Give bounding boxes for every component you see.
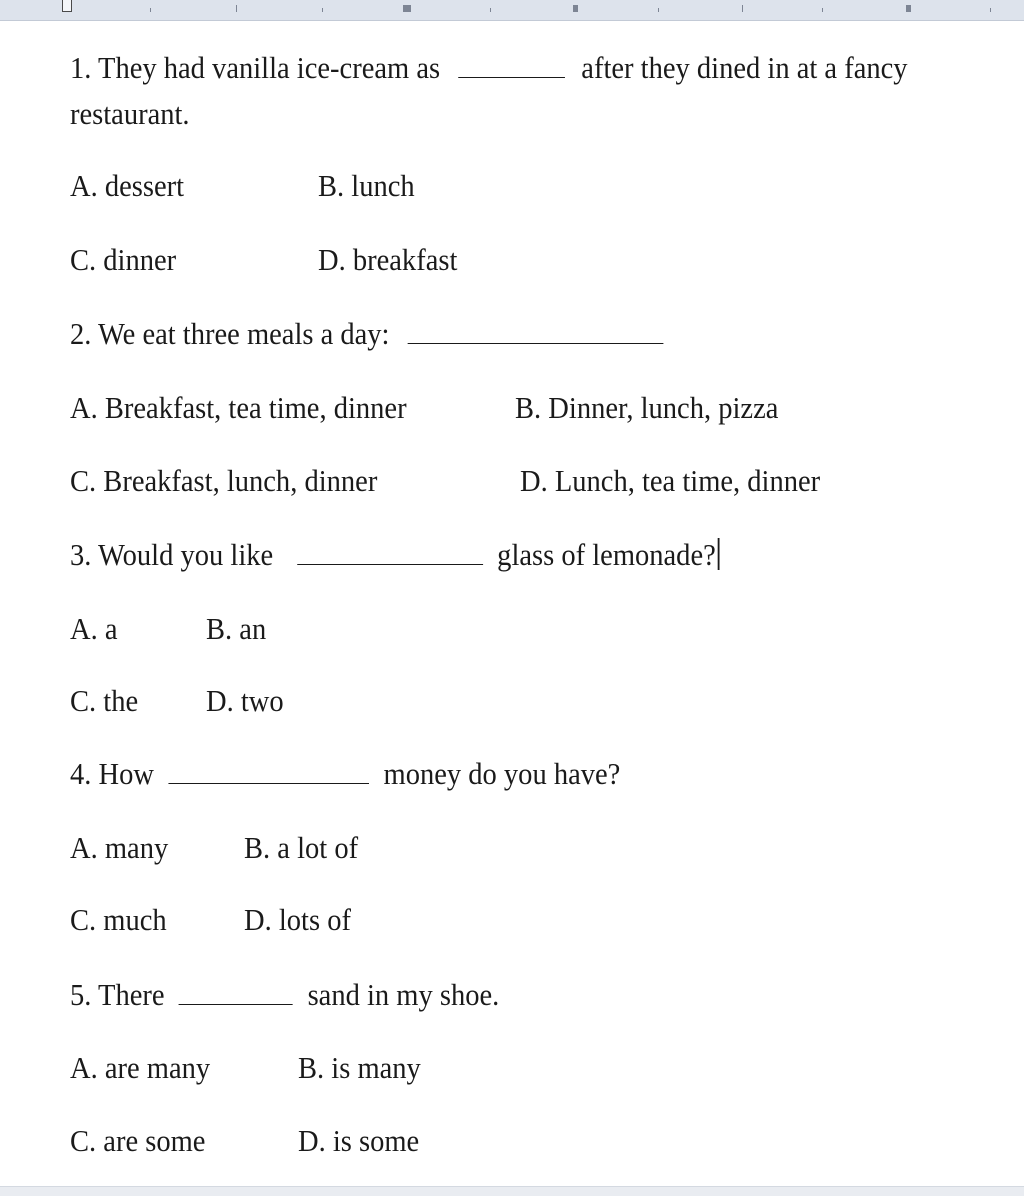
- option-letter: B.: [206, 611, 233, 646]
- question-1-continuation: restaurant.: [70, 96, 190, 131]
- question-3-stem: [70, 537, 719, 573]
- option-letter: C.: [70, 463, 97, 498]
- ruler-tick: [822, 8, 823, 12]
- ruler-tick: [236, 5, 237, 12]
- question-4-blank: [168, 783, 369, 784]
- question-2-option-d: [520, 463, 820, 499]
- option-text: are many: [104, 1050, 211, 1085]
- question-5-option-d: [298, 1123, 419, 1159]
- indent-marker-icon[interactable]: [62, 0, 72, 12]
- option-letter: D.: [244, 902, 272, 937]
- option-text: dinner: [103, 242, 177, 277]
- question-1-option-c: [70, 242, 176, 278]
- question-1-blank: [458, 77, 565, 78]
- question-1-text-before: They had vanilla ice-cream as: [98, 50, 441, 85]
- question-3-option-d: [206, 683, 284, 719]
- question-5-text-before: There: [98, 977, 165, 1012]
- option-text: breakfast: [352, 242, 458, 277]
- question-4-option-a: [70, 830, 168, 866]
- question-5-text-after: sand in my shoe.: [307, 977, 500, 1012]
- option-letter: B.: [298, 1050, 325, 1085]
- option-text: the: [103, 683, 139, 718]
- question-3-option-b: [206, 611, 266, 647]
- option-letter: A.: [70, 1050, 98, 1085]
- question-4-text-after: money do you have?: [383, 756, 621, 791]
- ruler-tick: [742, 5, 743, 12]
- question-1-text-after: after they dined in at a fancy: [581, 50, 908, 85]
- option-text: Breakfast, lunch, dinner: [103, 463, 378, 498]
- question-3-text-after: glass of lemonade?: [497, 537, 716, 572]
- option-letter: D.: [298, 1123, 326, 1158]
- option-text: an: [239, 611, 267, 646]
- question-4-option-d: [244, 902, 351, 938]
- question-2-option-a: [70, 390, 407, 426]
- option-text: lunch: [351, 168, 415, 203]
- option-letter: A.: [70, 611, 98, 646]
- option-letter: C.: [70, 902, 97, 937]
- option-text: Dinner, lunch, pizza: [548, 390, 779, 425]
- option-text: a lot of: [277, 830, 359, 865]
- question-3-blank: [297, 564, 483, 565]
- option-letter: C.: [70, 683, 97, 718]
- option-text: is many: [331, 1050, 421, 1085]
- question-4-number: 4.: [70, 756, 92, 791]
- option-letter: C.: [70, 1123, 97, 1158]
- question-5-number: 5.: [70, 977, 92, 1012]
- question-4-option-c: [70, 902, 167, 938]
- question-2-option-b: [515, 390, 778, 426]
- option-letter: A.: [70, 830, 98, 865]
- option-letter: A.: [70, 390, 98, 425]
- ruler-tick: [150, 8, 151, 12]
- question-1-number: 1.: [70, 50, 92, 85]
- option-letter: B.: [244, 830, 271, 865]
- question-2-stem: [70, 316, 663, 352]
- ruler-tick: [322, 8, 323, 12]
- question-5-option-b: [298, 1050, 421, 1086]
- question-4-text-before: How: [98, 756, 154, 791]
- option-letter: D.: [520, 463, 548, 498]
- option-text: are some: [103, 1123, 206, 1158]
- question-2-number: 2.: [70, 316, 92, 351]
- ruler-tick: [906, 5, 911, 12]
- question-2-blank: [408, 343, 664, 344]
- question-3-number: 3.: [70, 537, 92, 572]
- option-text: lots of: [278, 902, 351, 937]
- ruler-tick: [490, 8, 491, 12]
- ruler[interactable]: [0, 0, 1024, 21]
- option-text: many: [104, 830, 169, 865]
- question-3-option-c: [70, 683, 138, 719]
- question-2-option-c: [70, 463, 377, 499]
- question-3-text-before: Would you like: [98, 537, 274, 572]
- question-1-stem: [70, 50, 908, 86]
- option-text: is some: [332, 1123, 420, 1158]
- question-1-option-b: [318, 168, 415, 204]
- ruler-tick: [573, 5, 578, 12]
- option-text: two: [240, 683, 284, 718]
- ruler-tick: [658, 8, 659, 12]
- option-text: Lunch, tea time, dinner: [554, 463, 821, 498]
- question-5-blank: [179, 1004, 293, 1005]
- option-text: much: [103, 902, 167, 937]
- question-4-option-b: [244, 830, 358, 866]
- question-3-option-a: [70, 611, 118, 647]
- ruler-tick: [990, 8, 991, 12]
- question-5-option-a: [70, 1050, 210, 1086]
- question-2-text-before: We eat three meals a day:: [98, 316, 390, 351]
- option-letter: D.: [206, 683, 234, 718]
- option-letter: D.: [318, 242, 346, 277]
- option-letter: B.: [318, 168, 345, 203]
- option-text: dessert: [104, 168, 185, 203]
- question-5-option-c: [70, 1123, 205, 1159]
- question-4-stem: [70, 756, 620, 792]
- option-text: Breakfast, tea time, dinner: [104, 390, 407, 425]
- ruler-tick: [403, 5, 411, 12]
- option-text: a: [104, 611, 118, 646]
- option-letter: A.: [70, 168, 98, 203]
- question-1-option-a: [70, 168, 184, 204]
- text-cursor: [718, 538, 720, 570]
- option-letter: C.: [70, 242, 97, 277]
- question-1-option-d: [318, 242, 457, 278]
- question-5-stem: [70, 977, 499, 1013]
- option-letter: B.: [515, 390, 542, 425]
